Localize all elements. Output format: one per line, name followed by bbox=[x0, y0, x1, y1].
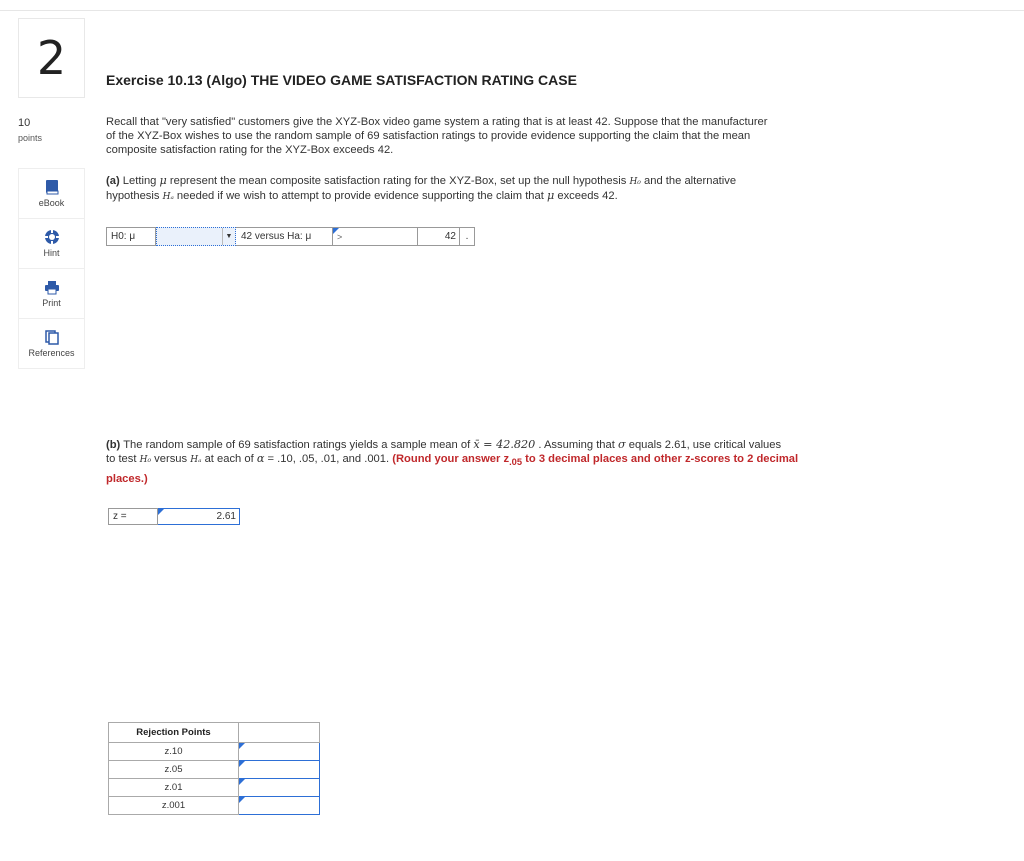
rounding-instruction-3: places.) bbox=[106, 473, 148, 486]
h0-label: H0: μ bbox=[106, 227, 156, 246]
part-b-t4: to test bbox=[106, 453, 140, 465]
intro-text bbox=[106, 115, 876, 157]
rejection-input-z001[interactable] bbox=[239, 797, 320, 815]
part-b-label: (b) bbox=[106, 439, 121, 451]
intro-line-2: of the XYZ-Box wishes to use the random sample of 69 satisfaction ratings to provide evidence supporting the claim that the mean bbox=[106, 130, 751, 142]
rounding-instruction-sub: .05 bbox=[509, 457, 523, 468]
mu-symbol-2: μ bbox=[546, 189, 555, 202]
rejection-input-z01[interactable] bbox=[239, 779, 320, 797]
z-label: z = bbox=[108, 508, 158, 525]
table-header-row bbox=[109, 723, 320, 743]
versus-text: 42 versus Ha: μ bbox=[236, 227, 333, 246]
answer-flag-icon bbox=[239, 797, 245, 803]
rejection-input-z05[interactable] bbox=[239, 761, 320, 779]
print-label: Print bbox=[42, 297, 61, 308]
intro-line-3: composite satisfaction rating for the XYZ-Box exceeds 42. bbox=[106, 144, 394, 156]
mu-symbol: μ bbox=[159, 174, 167, 187]
part-b-t5: versus bbox=[151, 453, 191, 465]
part-b-t3: equals 2.61, use critical values bbox=[625, 439, 782, 451]
references-icon bbox=[45, 330, 59, 345]
answer-flag-icon bbox=[239, 743, 245, 749]
row-label: z.05 bbox=[109, 761, 239, 779]
chevron-down-icon: ▼ bbox=[222, 228, 235, 245]
part-a-t4: hypothesis bbox=[106, 190, 163, 202]
part-a-t1: Letting bbox=[119, 175, 160, 187]
z-row bbox=[108, 508, 240, 525]
table-row bbox=[109, 761, 320, 779]
part-a-text bbox=[106, 174, 876, 204]
points-label: points bbox=[18, 133, 43, 143]
rejection-input-z10[interactable] bbox=[239, 743, 320, 761]
answer-flag-icon bbox=[333, 228, 339, 234]
part-b-t1: The random sample of 69 satisfaction ratings yields a sample mean of bbox=[120, 439, 474, 451]
points-value: 10 bbox=[18, 117, 31, 129]
ha-symbol: Hₐ bbox=[162, 192, 174, 202]
row-label: z.001 bbox=[109, 797, 239, 815]
ha-symbol-b: Hₐ bbox=[190, 455, 202, 465]
tool-panel bbox=[18, 168, 85, 369]
xbar-symbol: x̄ bbox=[473, 438, 480, 451]
z-input[interactable] bbox=[158, 508, 240, 525]
part-a-t5: needed if we wish to attempt to provide evidence supporting the claim that bbox=[173, 190, 547, 202]
ha-value: 42 bbox=[418, 227, 460, 246]
ebook-button[interactable] bbox=[19, 169, 84, 219]
part-a-t2: represent the mean composite satisfaction rating for the XYZ-Box, set up the null hypothesis bbox=[166, 175, 630, 187]
references-label: References bbox=[28, 347, 75, 358]
print-button[interactable] bbox=[19, 269, 84, 319]
h0-symbol-b: H₀ bbox=[139, 455, 152, 465]
part-b-t7: = .10, .05, .01, and .001. bbox=[264, 453, 393, 465]
part-b-t6: at each of bbox=[201, 453, 257, 465]
references-button[interactable] bbox=[19, 319, 84, 368]
hint-button[interactable] bbox=[19, 219, 84, 269]
intro-line-1: Recall that "very satisfied" customers give the XYZ-Box video game system a rating that is at least 42. Suppose that the manufacturer bbox=[106, 116, 768, 128]
answer-flag-icon bbox=[239, 779, 245, 785]
printer-icon bbox=[44, 280, 60, 295]
h0-operator-dropdown[interactable] bbox=[156, 227, 236, 246]
part-a-label: (a) bbox=[106, 175, 120, 187]
hypothesis-row bbox=[106, 227, 475, 246]
answer-flag-icon bbox=[158, 509, 164, 515]
row-label: z.01 bbox=[109, 779, 239, 797]
trailing-period: . bbox=[460, 227, 475, 246]
part-b-text bbox=[106, 438, 876, 486]
xbar-value: = 42.820 bbox=[479, 438, 536, 451]
table-row bbox=[109, 779, 320, 797]
alpha-symbol: α bbox=[256, 452, 265, 465]
answer-flag-icon bbox=[239, 761, 245, 767]
top-divider bbox=[0, 10, 1024, 11]
ha-operator-value: > bbox=[337, 231, 343, 242]
part-b-t2: . Assuming that bbox=[535, 439, 618, 451]
rejection-points-header: Rejection Points bbox=[109, 723, 239, 743]
table-row bbox=[109, 797, 320, 815]
ebook-label: eBook bbox=[38, 198, 65, 208]
ha-operator-select[interactable] bbox=[333, 227, 418, 246]
lifebuoy-icon bbox=[44, 229, 60, 245]
h0-symbol: H₀ bbox=[629, 177, 641, 187]
hint-label: Hint bbox=[43, 248, 60, 258]
z-input-value: 2.61 bbox=[216, 511, 236, 522]
rounding-instruction-1: (Round your answer z bbox=[392, 453, 510, 465]
question-number: 2 bbox=[18, 18, 85, 98]
part-a-t6: exceeds 42. bbox=[554, 190, 618, 202]
rejection-points-table bbox=[108, 722, 320, 815]
rounding-instruction-2: to 3 decimal places and other z-scores to 2 decimal bbox=[522, 453, 799, 465]
value-header bbox=[239, 723, 320, 743]
book-icon bbox=[45, 179, 59, 195]
part-a-t3: and the alternative bbox=[640, 175, 737, 187]
table-row bbox=[109, 743, 320, 761]
row-label: z.10 bbox=[109, 743, 239, 761]
sigma-symbol: σ bbox=[617, 438, 626, 451]
exercise-title: Exercise 10.13 (Algo) THE VIDEO GAME SATISFACTION RATING CASE bbox=[106, 72, 577, 88]
